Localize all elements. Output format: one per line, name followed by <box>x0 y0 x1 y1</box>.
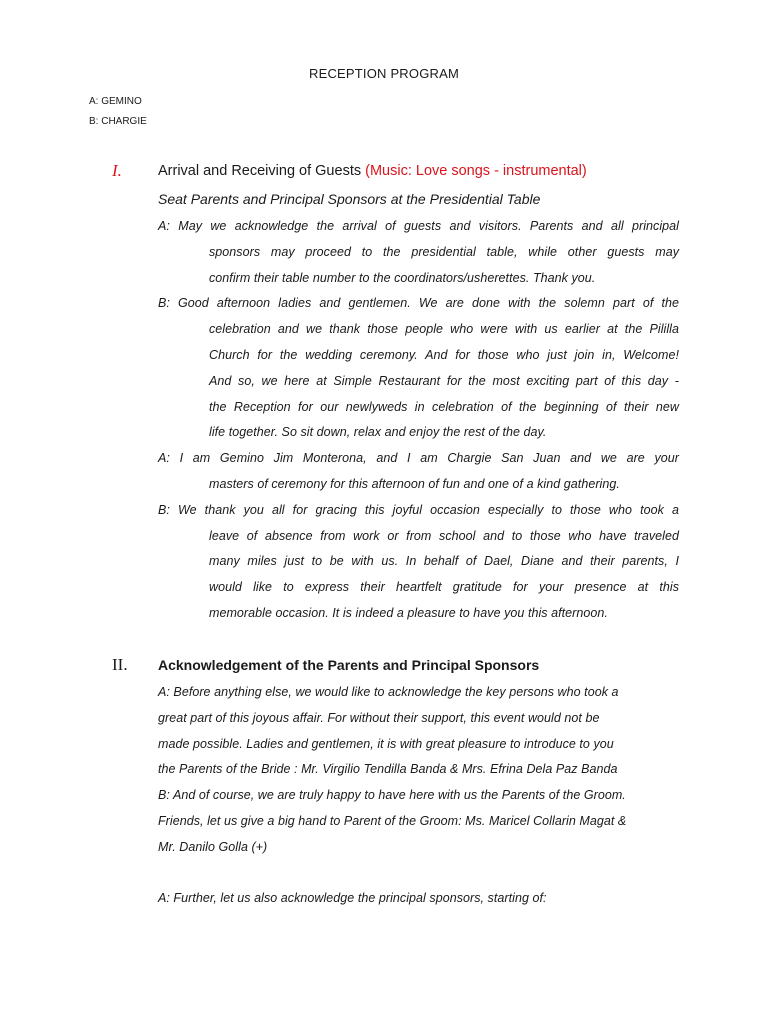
speaker-legend-a: A: GEMINO <box>89 96 142 107</box>
paragraph-line: would like to express their heartfelt gratitude for your presence at this <box>209 580 679 594</box>
paragraph-line: the Reception for our newlyweds in celebration of the beginning of their new <box>209 400 679 414</box>
paragraph-line: A: Before anything else, we would like to acknowledge the key persons who took a <box>158 685 619 699</box>
paragraph-line: made possible. Ladies and gentlemen, it is with great pleasure to introduce to you <box>158 737 614 751</box>
paragraph-line: Mr. Danilo Golla (+) <box>158 840 268 854</box>
paragraph-line: masters of ceremony for this afternoon of fun and one of a kind gathering. <box>209 477 620 491</box>
section-1-music-note: (Music: Love songs - instrumental) <box>365 163 587 179</box>
paragraph-line: life together. So sit down, relax and enjoy the rest of the day. <box>209 425 547 439</box>
paragraph-line: Friends, let us give a big hand to Parent of the Groom: Ms. Maricel Collarin Magat & <box>158 814 627 828</box>
paragraph-line: the Parents of the Bride : Mr. Virgilio Tendilla Banda & Mrs. Efrina Dela Paz Banda <box>158 762 618 776</box>
section-1-heading <box>158 163 587 179</box>
paragraph-line: A: Further, let us also acknowledge the principal sponsors, starting of: <box>158 891 547 905</box>
paragraph-line: B: Good afternoon ladies and gentlemen. We are done with the solemn part of the <box>158 296 679 310</box>
speaker-legend-b: B: CHARGIE <box>89 116 147 127</box>
paragraph-line: And so, we here at Simple Restaurant for the most exciting part of this day - <box>209 374 679 388</box>
document-title: RECEPTION PROGRAM <box>308 66 460 81</box>
section-2-heading: Acknowledgement of the Parents and Principal Sponsors <box>158 657 540 673</box>
paragraph-line: A: I am Gemino Jim Monterona, and I am Chargie San Juan and we are your <box>158 451 679 465</box>
section-1-heading-text: Arrival and Receiving of Guests <box>158 163 362 179</box>
paragraph-line: great part of this joyous affair. For without their support, this event would not be <box>158 711 600 725</box>
paragraph-line: B: And of course, we are truly happy to have here with us the Parents of the Groom. <box>158 788 626 802</box>
paragraph-line: B: We thank you all for gracing this joyful occasion especially to those who took a <box>158 503 679 517</box>
paragraph-line: Church for the wedding ceremony. And for those who just join in, Welcome! <box>209 348 679 362</box>
paragraph-line: leave of absence from work or from school and to those who have traveled <box>209 529 679 543</box>
paragraph-line: confirm their table number to the coordinators/usherettes. Thank you. <box>209 271 596 285</box>
paragraph-line: celebration and we thank those people who were with us earlier at the Pililla <box>209 322 679 336</box>
section-2-number: II. <box>112 655 128 674</box>
section-1-number: I. <box>112 161 122 180</box>
section-1-subheading: Seat Parents and Principal Sponsors at the Presidential Table <box>158 191 541 207</box>
paragraph-line: many miles just to be with us. In behalf of Dael, Diane and their parents, I <box>209 554 679 568</box>
paragraph-line: A: May we acknowledge the arrival of guests and visitors. Parents and all principal <box>158 219 679 233</box>
paragraph-line: sponsors may proceed to the presidential table, while other guests may <box>209 245 679 259</box>
paragraph-line: memorable occasion. It is indeed a pleasure to have you this afternoon. <box>209 606 608 620</box>
